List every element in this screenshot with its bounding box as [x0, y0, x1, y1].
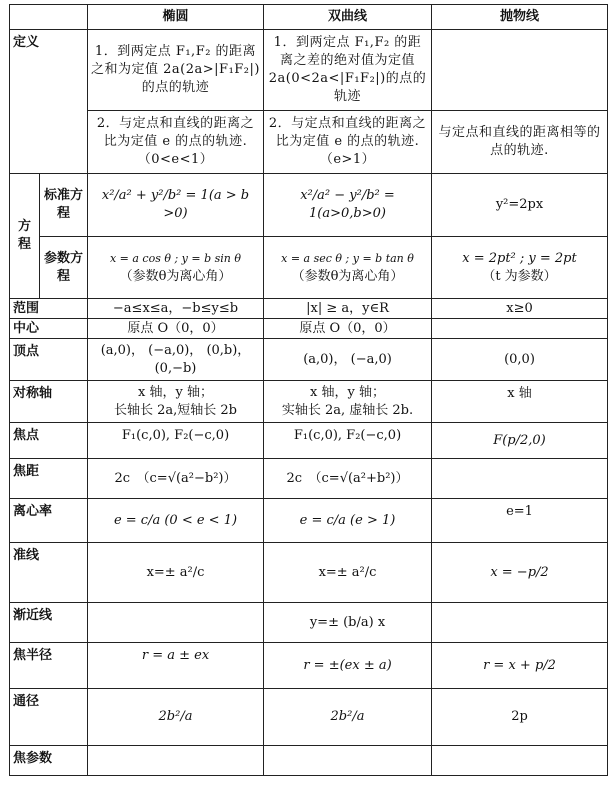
parabola-directrix: x = −p/2 [432, 543, 608, 603]
definition-row-1 [10, 30, 608, 111]
hyperbola-definition-2: 2．与定点和直线的距离之比为定值 e 的点的轨迹.（e>1） [264, 111, 432, 174]
parabola-definition-blank [432, 30, 608, 111]
focus-label: 焦点 [10, 423, 88, 459]
parabola-focal-parameter [432, 746, 608, 776]
conic-sections-table [9, 4, 608, 776]
parabola-latus-rectum: 2p [432, 689, 608, 746]
parametric-equation-label: 参数方程 [40, 237, 88, 299]
ellipse-focal-distance: 2c （c=√(a²−b²)） [88, 459, 264, 499]
hyperbola-focus: F₁(c,0), F₂(−c,0) [264, 423, 432, 459]
parabola-standard-equation: y²=2px [432, 174, 608, 237]
hyperbola-parametric-cell [264, 237, 432, 299]
center-label: 中心 [10, 319, 88, 339]
latus-rectum-row [10, 689, 608, 746]
focus-row [10, 423, 608, 459]
hyperbola-latus-rectum: 2b²/a [264, 689, 432, 746]
hyperbola-asymptote: y=± (b/a) x [264, 603, 432, 643]
range-row [10, 299, 608, 319]
parabola-parametric-note: （t 为参数） [482, 268, 557, 284]
ellipse-vertex: (a,0)， (−a,0)， (0,b)， (0,−b) [88, 339, 264, 381]
ellipse-eccentricity: e = c/a (0 < e < 1) [88, 499, 264, 543]
ellipse-focal-parameter [88, 746, 264, 776]
hyperbola-axis-cell [264, 381, 432, 423]
focal-distance-label: 焦距 [10, 459, 88, 499]
parabola-focal-radius: r = x + p/2 [432, 643, 608, 689]
ellipse-axis-1: x 轴，y 轴； [138, 384, 213, 400]
ellipse-parametric-note: （参数θ为离心角） [119, 268, 232, 284]
ellipse-directrix: x=± a²/c [88, 543, 264, 603]
parabola-eccentricity: e=1 [432, 499, 608, 543]
hyperbola-directrix: x=± a²/c [264, 543, 432, 603]
parabola-center [432, 319, 608, 339]
eccentricity-row [10, 499, 608, 543]
definition-label: 定义 [10, 30, 88, 174]
equation-parametric-row [10, 237, 608, 299]
parabola-vertex: (0,0) [432, 339, 608, 381]
parabola-asymptote [432, 603, 608, 643]
center-row [10, 319, 608, 339]
focal-radius-label: 焦半径 [10, 643, 88, 689]
ellipse-asymptote [88, 603, 264, 643]
ellipse-definition-2: 2．与定点和直线的距离之比为定值 e 的点的轨迹.（0<e<1） [88, 111, 264, 174]
eccentricity-label: 离心率 [10, 499, 88, 543]
header-blank [10, 5, 88, 30]
vertex-label: 顶点 [10, 339, 88, 381]
parabola-parametric-cell [432, 237, 608, 299]
symmetry-axis-label: 对称轴 [10, 381, 88, 423]
hyperbola-eccentricity: e = c/a (e > 1) [264, 499, 432, 543]
parabola-axis: x 轴 [432, 381, 608, 423]
equation-label: 方程 [10, 174, 40, 299]
focal-parameter-row [10, 746, 608, 776]
ellipse-range: −a≤x≤a，−b≤y≤b [88, 299, 264, 319]
ellipse-focal-radius: r = a ± ex [88, 643, 264, 689]
hyperbola-standard-equation: x²/a² − y²/b² = 1(a>0,b>0) [264, 174, 432, 237]
directrix-row [10, 543, 608, 603]
parabola-focus: F(p/2,0) [432, 423, 608, 459]
focal-parameter-label: 焦参数 [10, 746, 88, 776]
vertex-row [10, 339, 608, 381]
ellipse-focus: F₁(c,0), F₂(−c,0) [88, 423, 264, 459]
ellipse-axis-cell [88, 381, 264, 423]
ellipse-parametric-equation: x = a cos θ ; y = b sin θ [109, 251, 242, 265]
ellipse-latus-rectum: 2b²/a [88, 689, 264, 746]
header-parabola: 抛物线 [432, 5, 608, 30]
equation-standard-row [10, 174, 608, 237]
header-row [10, 5, 608, 30]
hyperbola-parametric-equation: x = a sec θ ; y = b tan θ [281, 251, 414, 265]
hyperbola-range: |x| ≥ a，y∈R [264, 299, 432, 319]
hyperbola-center: 原点 O（0，0） [264, 319, 432, 339]
hyperbola-vertex: (a,0)， (−a,0) [264, 339, 432, 381]
ellipse-center: 原点 O（0，0） [88, 319, 264, 339]
hyperbola-focal-radius: r = ±(ex ± a) [264, 643, 432, 689]
ellipse-definition-1: 1．到两定点 F₁,F₂ 的距离之和为定值 2a(2a>|F₁F₂|)的点的轨迹 [88, 30, 264, 111]
ellipse-parametric-cell [88, 237, 264, 299]
hyperbola-axis-1: x 轴，y 轴； [310, 384, 385, 400]
hyperbola-definition-1: 1．到两定点 F₁,F₂ 的距离之差的绝对值为定值 2a(0<2a<|F₁F₂|)的点的轨迹 [264, 30, 432, 111]
hyperbola-focal-distance: 2c （c=√(a²+b²)） [264, 459, 432, 499]
focal-radius-row [10, 643, 608, 689]
parabola-focal-distance [432, 459, 608, 499]
parabola-range: x≥0 [432, 299, 608, 319]
ellipse-axis-2: 长轴长 2a,短轴长 2b [113, 402, 237, 418]
definition-row-2 [10, 111, 608, 174]
latus-rectum-label: 通径 [10, 689, 88, 746]
hyperbola-axis-2: 实轴长 2a, 虚轴长 2b. [281, 402, 414, 418]
parabola-parametric-equation: x = 2pt² ; y = 2pt [462, 250, 577, 266]
focal-distance-row [10, 459, 608, 499]
asymptote-row [10, 603, 608, 643]
asymptote-label: 渐近线 [10, 603, 88, 643]
standard-equation-label: 标准方程 [40, 174, 88, 237]
range-label: 范围 [10, 299, 88, 319]
ellipse-standard-equation: x²/a² + y²/b² = 1(a > b >0) [88, 174, 264, 237]
symmetry-axis-row [10, 381, 608, 423]
hyperbola-parametric-note: （参数θ为离心角） [291, 268, 404, 284]
parabola-definition: 与定点和直线的距离相等的点的轨迹. [432, 111, 608, 174]
hyperbola-focal-parameter [264, 746, 432, 776]
directrix-label: 准线 [10, 543, 88, 603]
header-ellipse: 椭圆 [88, 5, 264, 30]
header-hyperbola: 双曲线 [264, 5, 432, 30]
